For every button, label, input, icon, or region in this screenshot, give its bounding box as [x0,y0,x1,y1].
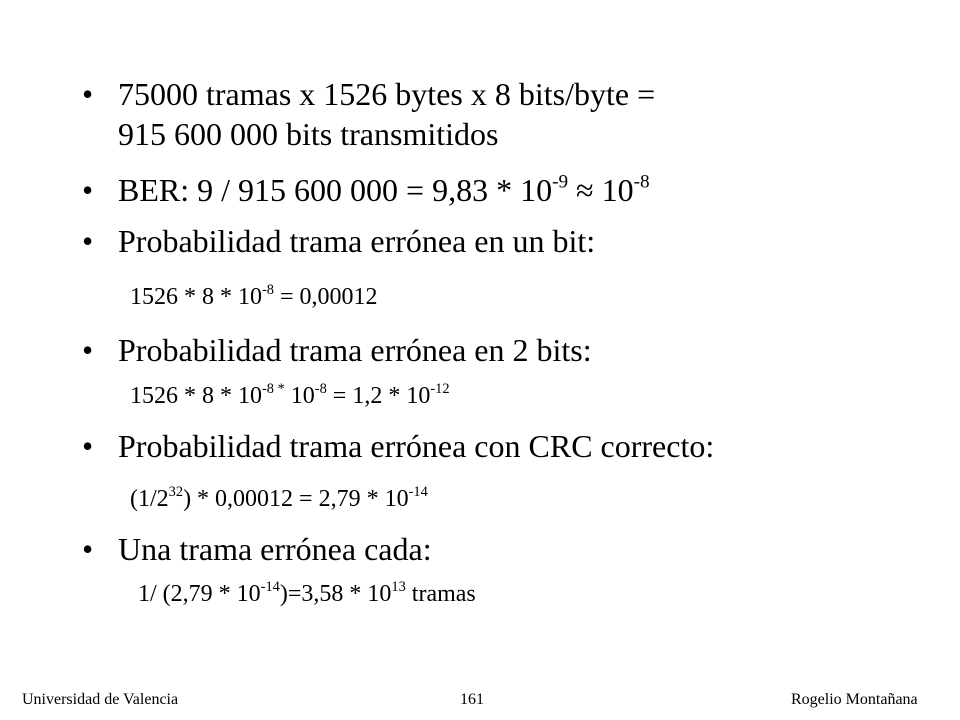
ber-exponent: -9 [552,171,569,193]
formula-two-bits: $1526 * 8 * 10^{-8 *}$ $10^{-8} = 1,2 * 10^{-12}$ [130,380,450,409]
footer-page-number: 161 [460,691,484,708]
formula-one-bit: $1526 * 8 * 10^{-8} = 0,00012$ [130,281,378,310]
formula-frames: 1/ $(2,79 * 10^{-14})=3,58 * 10^{13}$ tramas [138,578,476,607]
footer-university: Universidad de Valencia [22,691,179,708]
bullet-dot-icon: • [82,172,94,208]
bullet-prob-two-bits [82,330,592,370]
bullet-dot-icon: • [82,223,94,259]
ber-base: 10 [601,172,634,208]
approx-symbol: ≈ [576,172,594,208]
bullet-text: Probabilidad trama errónea con CRC correcto: [118,428,715,464]
bullet-frames-bits [82,74,655,154]
bullet-text: 75000 tramas x 1526 bytes x 8 bits/byte = [118,76,656,112]
ber-text: BER: 9 / 915 600 000 = 9,83 * 10 [118,172,553,208]
bullet-text: Probabilidad trama errónea en 2 bits: [118,332,592,368]
bullet-dot-icon: • [82,428,94,464]
bullet-text: Probabilidad trama errónea en un bit: [118,223,596,259]
bullet-one-error-every [82,529,432,569]
bullet-prob-crc [82,426,714,466]
bullet-prob-one-bit [82,221,595,261]
bullet-text-continued: 915 600 000 bits transmitidos [118,116,499,152]
footer-author: Rogelio Montañana [791,691,918,708]
bullet-dot-icon: • [82,531,94,567]
bullet-ber [82,170,650,210]
ber-exponent-approx: -8 [633,171,650,193]
bullet-dot-icon: • [82,76,94,112]
bullet-text: Una trama errónea cada: [118,531,432,567]
formula-crc: $(1/2^{32}) * 0,00012 = 2,79 * 10^{-14}$ [130,483,428,512]
bullet-dot-icon: • [82,332,94,368]
